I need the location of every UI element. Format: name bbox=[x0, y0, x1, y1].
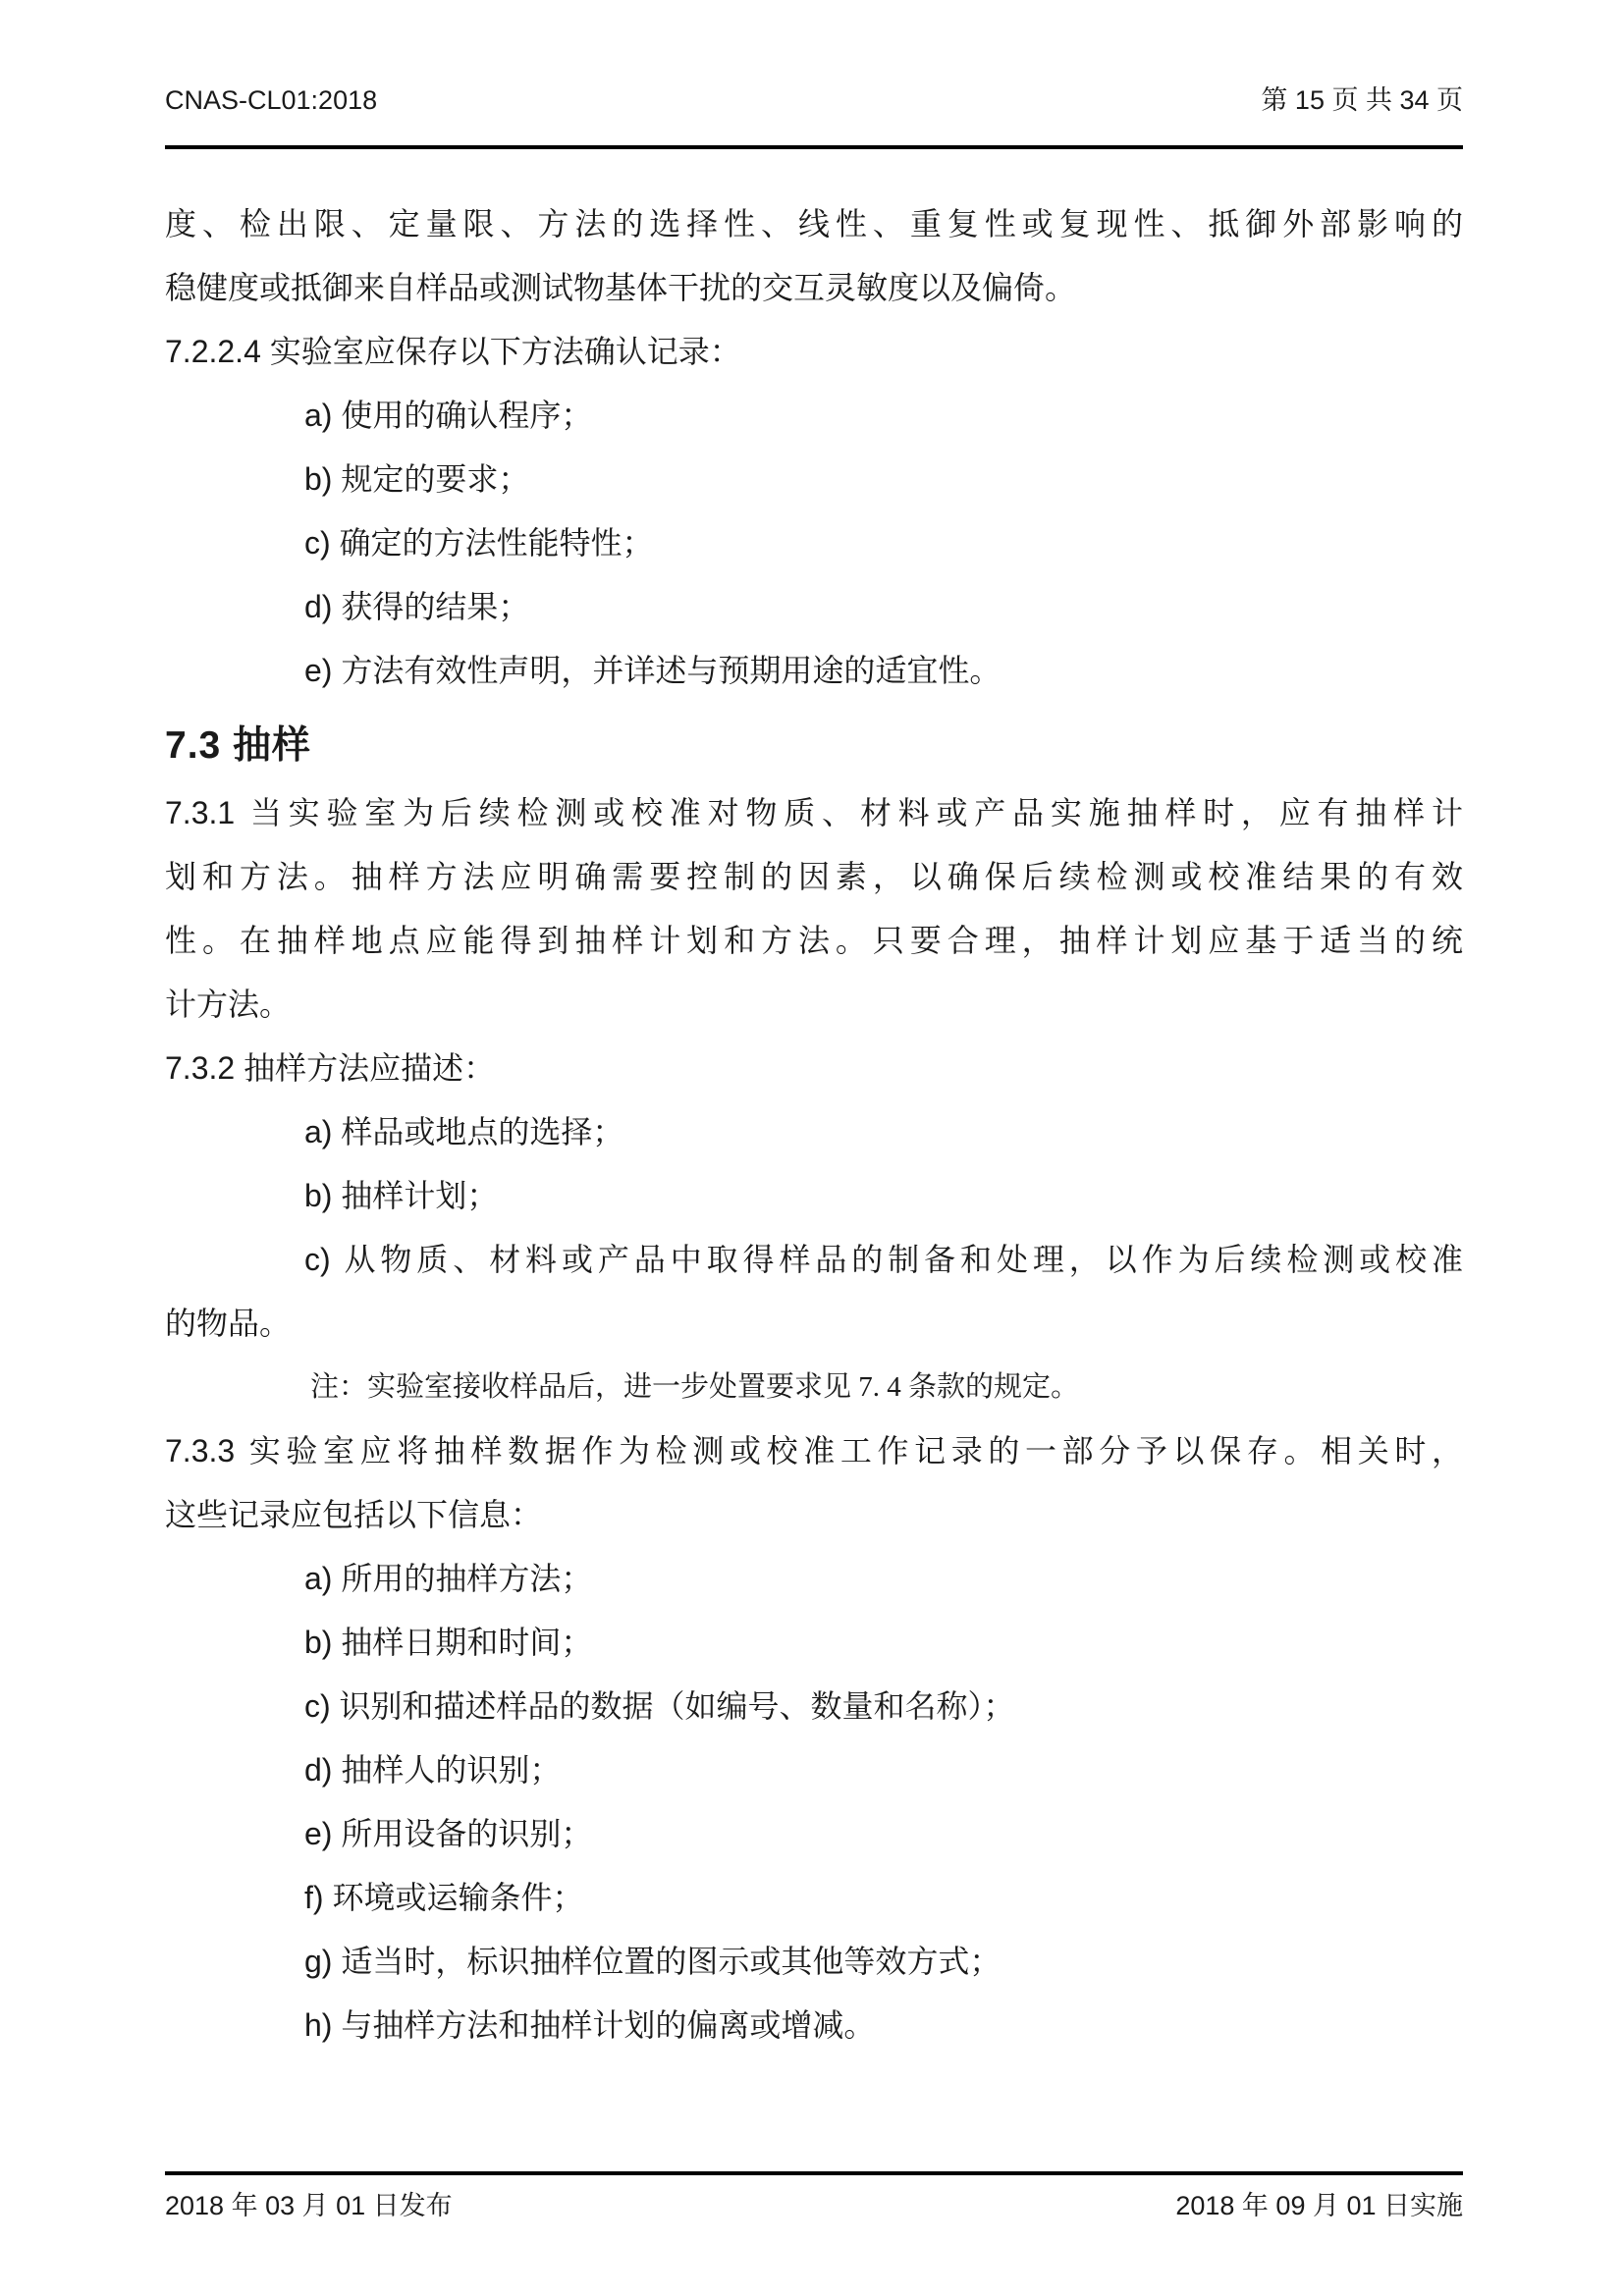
clause-731-line: 划和方法。抽样方法应明确需要控制的因素，以确保后续检测或校准结果的有效 bbox=[165, 859, 1463, 894]
page-footer bbox=[165, 2171, 1463, 2222]
page-header bbox=[165, 0, 1463, 149]
list-item: c) 识别和描述样品的数据（如编号、数量和名称）； bbox=[304, 1688, 1015, 1724]
clause-731-line: 计方法。 bbox=[165, 987, 292, 1022]
note-text: 注：实验室接收样品后，进一步处置要求见 7. 4 条款的规定。 bbox=[310, 1371, 1080, 1403]
clause-732-title: 7.3.2 抽样方法应描述： bbox=[165, 1050, 496, 1086]
list-item: h) 与抽样方法和抽样计划的偏离或增减。 bbox=[304, 2007, 876, 2043]
list-item: e) 所用设备的识别； bbox=[304, 1816, 593, 1851]
list-item: c) 确定的方法性能特性； bbox=[304, 525, 654, 561]
clause-731-line: 性。在抽样地点应能得到抽样计划和方法。只要合理，抽样计划应基于适当的统 bbox=[165, 923, 1463, 958]
list-item: b) 规定的要求； bbox=[304, 461, 530, 497]
list-item: a) 使用的确认程序； bbox=[304, 398, 593, 433]
clause-733-line: 7.3.3 实验室应将抽样数据作为检测或校准工作记录的一部分予以保存。相关时， bbox=[165, 1433, 1463, 1468]
list-item-continuation: 的物品。 bbox=[165, 1306, 292, 1341]
list-item: c) 从物质、材料或产品中取得样品的制备和处理，以作为后续检测或校准 bbox=[304, 1242, 1463, 1277]
paragraph-continuation-line: 稳健度或抵御来自样品或测试物基体干扰的交互灵敏度以及偏倚。 bbox=[165, 270, 1077, 305]
list-item: g) 适当时，标识抽样位置的图示或其他等效方式； bbox=[304, 1944, 1001, 1979]
list-item: b) 抽样计划； bbox=[304, 1178, 499, 1213]
list-item: a) 样品或地点的选择； bbox=[304, 1114, 624, 1149]
clause-731-line: 7.3.1 当实验室为后续检测或校准对物质、材料或产品实施抽样时，应有抽样计 bbox=[165, 795, 1463, 830]
issue-date: 2018 年 03 月 01 日发布 bbox=[165, 2191, 453, 2220]
list-item: b) 抽样日期和时间； bbox=[304, 1625, 593, 1660]
implementation-date: 2018 年 09 月 01 日实施 bbox=[1175, 2191, 1463, 2220]
list-item: d) 获得的结果； bbox=[304, 589, 530, 624]
clause-733-line: 这些记录应包括以下信息： bbox=[165, 1497, 543, 1532]
list-item: e) 方法有效性声明，并详述与预期用途的适宜性。 bbox=[304, 653, 1001, 688]
paragraph-continuation-line: 度、检出限、定量限、方法的选择性、线性、重复性或复现性、抵御外部影响的 bbox=[165, 206, 1463, 241]
list-item: a) 所用的抽样方法； bbox=[304, 1561, 593, 1596]
list-item: f) 环境或运输条件； bbox=[304, 1880, 584, 1915]
section-heading-73: 7.3 抽样 bbox=[165, 724, 312, 767]
list-item: d) 抽样人的识别； bbox=[304, 1752, 562, 1788]
document-code: CNAS-CL01:2018 bbox=[165, 85, 378, 115]
page-number-info: 第 15 页 共 34 页 bbox=[1261, 85, 1463, 115]
document-body bbox=[165, 192, 1463, 2057]
clause-7224-title: 7.2.2.4 实验室应保存以下方法确认记录： bbox=[165, 334, 741, 369]
